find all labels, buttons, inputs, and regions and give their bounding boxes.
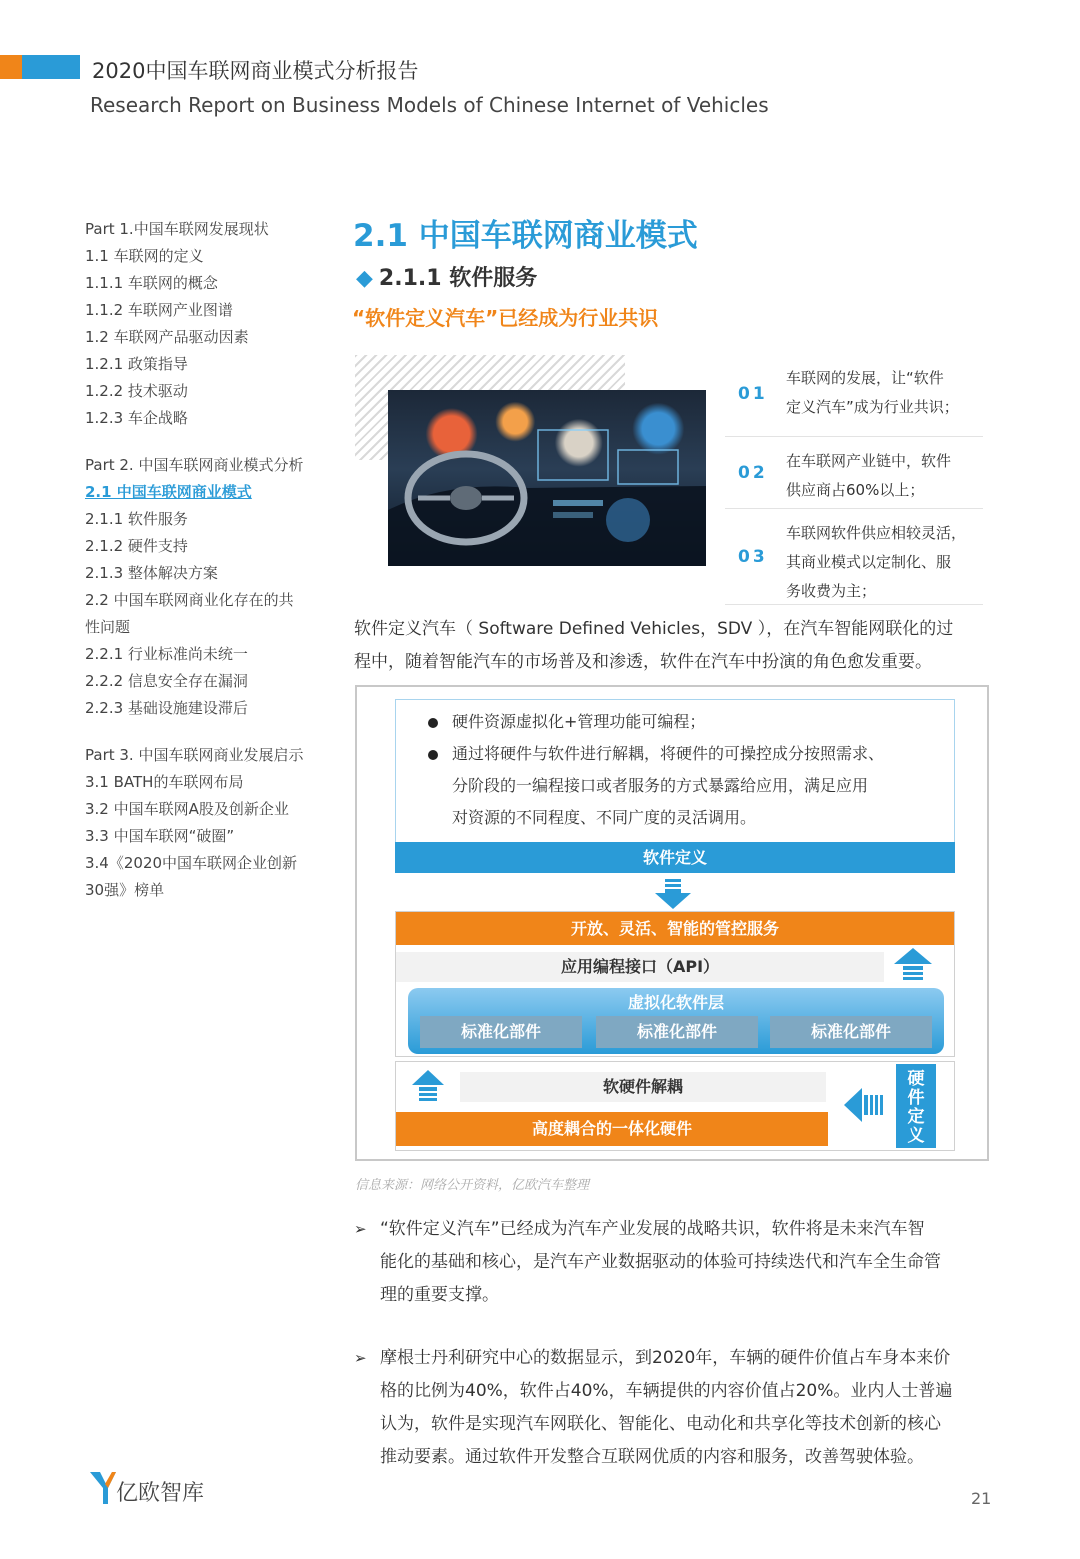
- arrow-bullet-icon: ➢: [354, 1349, 367, 1367]
- toc-item[interactable]: 2.1.2 硬件支持: [85, 537, 188, 555]
- toc-item[interactable]: 1.1.2 车联网产业图谱: [85, 301, 233, 319]
- list-item: [725, 437, 983, 509]
- report-subtitle: Research Report on Business Models of Chinese Internet of Vehicles: [90, 93, 769, 117]
- bullet-item: 硬件资源虚拟化+管理功能可编程；: [428, 706, 942, 738]
- key-point: ➢ 摩根士丹利研究中心的数据显示，到2020年，车辆的硬件价值占车身本来价 格的比例为40%，软件占40%，车辆提供的内容价值占20%。业内人士普遍 认为，软件是实现汽车网联化、智能化、电动化和共享化等技术创新的核心 推动要素。通过软件开发整合互联网优质的内容和服务，改善驾驶体验。: [354, 1342, 994, 1474]
- api-bar: 应用编程接口（API）: [396, 952, 884, 982]
- arrow-bullet-icon: ➢: [354, 1220, 367, 1238]
- hardware-frame: [395, 1061, 955, 1151]
- services-bar: 开放、灵活、智能的管控服务: [396, 912, 954, 945]
- diamond-icon: ◆: [356, 266, 373, 291]
- services-frame: [395, 911, 955, 1057]
- page-number: 21: [971, 1489, 992, 1508]
- item-number: 02: [738, 463, 768, 483]
- header-blue-block: [22, 55, 80, 79]
- bullet-box: [395, 699, 955, 851]
- standard-component: 标准化部件: [420, 1016, 582, 1048]
- toc-item[interactable]: 性问题: [85, 618, 131, 636]
- item-text: 车联网软件供应相较灵活， 其商业模式以定制化、服 务收费为主；: [786, 524, 967, 600]
- standard-component: 标准化部件: [596, 1016, 758, 1048]
- toc-item[interactable]: 3.4《2020中国车联网企业创新: [85, 854, 298, 872]
- left-arrow-icon: [844, 1088, 886, 1122]
- hardware-defined-bar: 硬 件 定 义: [896, 1064, 936, 1148]
- virtual-software-layer: [408, 988, 944, 1054]
- toc-item-active[interactable]: 2.1 中国车联网商业模式: [85, 483, 252, 501]
- toc-item[interactable]: 2.1.1 软件服务: [85, 510, 188, 528]
- toc-item[interactable]: 2.2.1 行业标准尚未统一: [85, 645, 248, 663]
- virtual-layer-label: 虚拟化软件层: [627, 993, 724, 1012]
- toc-item[interactable]: 1.1 车联网的定义: [85, 247, 204, 265]
- toc-item[interactable]: 1.2.3 车企战略: [85, 409, 188, 427]
- subsection-title-text: 2.1.1 软件服务: [378, 266, 538, 291]
- item-text: 在车联网产业链中，软件 供应商占60%以上；: [786, 452, 952, 499]
- toc-item[interactable]: Part 2. 中国车联网商业模式分析: [85, 456, 304, 474]
- toc-item[interactable]: 2.2.2 信息安全存在漏洞: [85, 672, 248, 690]
- decoupling-bar: 软硬件解耦: [460, 1072, 826, 1102]
- toc-item[interactable]: Part 1.中国车联网发展现状: [85, 220, 269, 238]
- intro-paragraph: 软件定义汽车（ Software Defined Vehicles，SDV ），在汽车智能网联化的过 程中，随着智能汽车的市场普及和渗透，软件在汽车中扮演的角色愈发重要。: [354, 619, 954, 672]
- toc-item[interactable]: 1.2 车联网产品驱动因素: [85, 328, 249, 346]
- toc-item[interactable]: 2.2.3 基础设施建设滞后: [85, 699, 248, 717]
- toc-item[interactable]: 1.2.2 技术驱动: [85, 382, 188, 400]
- section-title: 2.1 中国车联网商业模式: [353, 218, 698, 254]
- item-number: 01: [738, 384, 768, 404]
- standard-component: 标准化部件: [770, 1016, 932, 1048]
- list-item: [725, 509, 983, 605]
- toc-item[interactable]: 1.1.1 车联网的概念: [85, 274, 218, 292]
- toc-item[interactable]: 3.2 中国车联网A股及创新企业: [85, 800, 289, 818]
- toc-item[interactable]: 3.3 中国车联网“破圈”: [85, 827, 235, 845]
- item-text: 车联网的发展，让“软件 定义汽车”成为行业共识；: [786, 369, 959, 416]
- header-orange-block: [0, 55, 22, 79]
- down-arrow-icon: [653, 879, 693, 909]
- toc-item[interactable]: 2.2 中国车联网商业化存在的共: [85, 591, 294, 609]
- toc-item[interactable]: 1.2.1 政策指导: [85, 355, 188, 373]
- up-arrow-icon: [894, 948, 932, 984]
- software-defined-bar: 软件定义: [395, 842, 955, 873]
- headline: “软件定义汽车”已经成为行业共识: [352, 306, 659, 330]
- subsection-title: [356, 261, 537, 292]
- report-title: 2020中国车联网商业模式分析报告: [92, 59, 419, 83]
- car-dashboard-image: [388, 390, 706, 566]
- source-note: 信息来源：网络公开资料，亿欧汽车整理: [355, 1178, 590, 1193]
- coupled-hardware-bar: 高度耦合的一体化硬件: [396, 1112, 828, 1146]
- bullet-item: 通过将硬件与软件进行解耦，将硬件的可操控成分按照需求、 分阶段的一编程接口或者服务的方式暴露给应用，满足应用 对资源的不同程度、不同广度的灵活调用。: [428, 738, 942, 834]
- list-item: [725, 360, 983, 437]
- item-number: 03: [738, 547, 768, 567]
- key-point: ➢ “软件定义汽车”已经成为汽车产业发展的战略共识，软件将是未来汽车智 能化的基础和核心，是汽车产业数据驱动的体验可持续迭代和汽车全生命管 理的重要支撑。: [354, 1213, 994, 1312]
- toc-item[interactable]: 3.1 BATH的车联网布局: [85, 773, 244, 791]
- table-of-contents: [85, 216, 330, 904]
- logo-text: 亿欧智库: [116, 1481, 205, 1506]
- toc-item[interactable]: 2.1.3 整体解决方案: [85, 564, 218, 582]
- up-arrow-icon: [412, 1070, 444, 1104]
- toc-item[interactable]: Part 3. 中国车联网商业发展启示: [85, 746, 304, 764]
- toc-item[interactable]: 30强》榜单: [85, 881, 165, 899]
- sdv-diagram: [355, 685, 989, 1161]
